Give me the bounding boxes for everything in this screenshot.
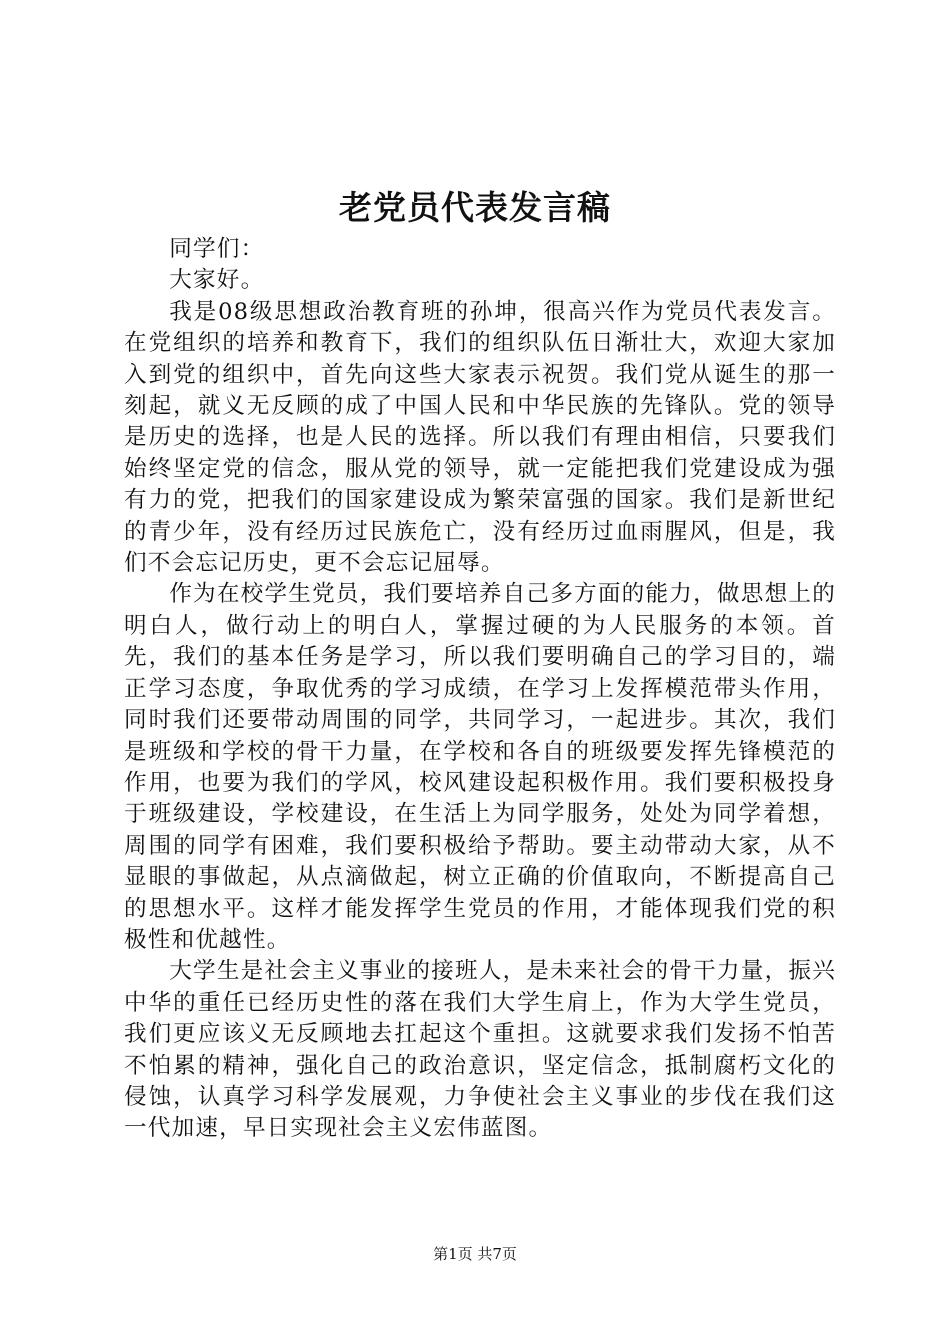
paragraph-college-students: 大学生是社会主义事业的接班人，是未来社会的骨干力量，振兴中华的重任已经历史性的落在我们大学生肩上，作为大学生党员，我们更应该义无反顾地去扛起这个重担。这就要求我们发扬不怕苦不怕累的精神，强化自己的政治意识，坚定信念，抵制腐朽文化的侵蚀，认真学习科学发展观，力争使社会主义事业的步伐在我们这一代加速，早日实现社会主义宏伟蓝图。 (124, 958, 836, 1142)
paragraph-student-members: 作为在校学生党员，我们要培养自己多方面的能力，做思想上的明白人，做行动上的明白人，掌握过硬的为人民服务的本领。首先，我们的基本任务是学习，所以我们要明确自己的学习目的，端正学习态度，争取优秀的学习成绩，在学习上发挥模范带头作用，同时我们还要带动周围的同学，共同学习，一起进步。其次，我们是班级和学校的骨干力量，在学校和各自的班级要发挥先锋模范的作用，也要为我们的学风，校风建设起积极作用。我们要积极投身于班级建设，学校建设，在生活上为同学服务，处处为同学着想，周围的同学有困难，我们要积极给予帮助。要主动带动大家，从不显眼的事做起，从点滴做起，树立正确的价值取向，不断提高自己的思想水平。这样才能发挥学生党员的作用，才能体现我们党的积极性和优越性。 (124, 581, 836, 953)
salutation: 同学们： (169, 236, 265, 262)
document-body (124, 234, 836, 1145)
greeting: 大家好。 (169, 267, 265, 294)
paragraph-intro: 我是08级思想政治教育班的孙坤，很高兴作为党员代表发言。在党组织的培养和教育下，我们的组织队伍日渐壮大，欢迎大家加入到党的组织中，首先向这些大家表示祝贺。我们党从诞生的那一刻起，就义无反顾的成了中国人民和中华民族的先锋队。党的领导是历史的选择，也是人民的选择。所以我们有理由相信，只要我们始终坚定党的信念，服从党的领导，就一定能把我们党建设成为强有力的党，把我们的国家建设成为繁荣富强的国家。我们是新世纪的青少年，没有经历过民族危亡，没有经历过血雨腥风，但是，我们不会忘记历史，更不会忘记屈辱。 (124, 298, 836, 577)
page-footer: 第1页 共7页 (433, 1245, 517, 1263)
document-title: 老党员代表发言稿 (339, 188, 611, 227)
